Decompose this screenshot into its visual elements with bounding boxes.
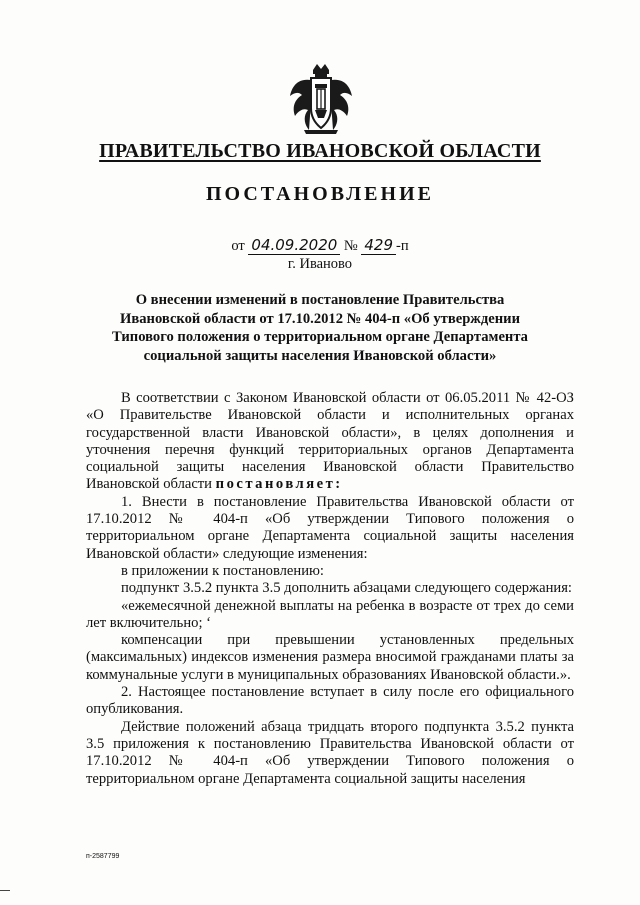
document-body [86,390,574,788]
body-paragraph: Действие положений абзаца тридцать второго подпункта 3.5.2 пункта 3.5 приложения к постановлению Правительства Ивановской области от 17.10.2012 № 404-п «Об утверждении Типового положения о территориальном органе Департамента социальной защиты населения [86,718,574,787]
body-paragraph: 2. Настоящее постановление вступает в силу после его официального опубликования. [86,684,574,718]
number-label: № [343,238,358,254]
body-paragraph [86,390,574,494]
number-suffix: -п [396,238,409,254]
subject-line: О внесении изменений в постановление Правительства [135,292,505,308]
date-prefix: от [231,238,245,254]
handwritten-number: 429 [361,236,396,255]
document-code: п-2587799 [86,853,120,860]
subject-line: Ивановской области от 17.10.2012 № 404-п «Об утверждении [120,310,520,327]
document-type-heading: ПОСТАНОВЛЕНИЕ [206,183,434,205]
subject-line: Типового положения о территориальном органе Департамента [112,329,528,345]
body-paragraph: «ежемесячной денежной выплаты на ребенка в возрасте от трех до семи лет включительно; ‘ [86,597,574,631]
scan-corner-mark [0,890,10,891]
body-paragraph: подпункт 3.5.2 пункта 3.5 дополнить абзацами следующего содержания: [121,580,572,597]
handwritten-date: 04.09.2020 [248,236,340,255]
paragraph-text: В соответствии с Законом Ивановской области от 06.05.2011 № 42-ОЗ «О Правительстве Ивановской области и исполнительных органах государственной власти Ивановской области», в целях дополнения и уточнения перечня функций территориальных органов Департамента социальной защиты населения Ивановской области Правительство Ивановской области [86,390,574,493]
body-paragraph: компенсации при превышении установленных предельных (максимальных) индексов изменения размера вносимой гражданами платы за коммунальные услуги в муниципальных образованиях Ивановской области.». [86,632,574,683]
resolves-keyword: постановляет: [215,476,343,493]
city-line: г. Иваново [287,256,353,272]
body-paragraph: в приложении к постановлению: [121,562,324,579]
date-number-line [0,236,640,255]
body-paragraph: 1. Внести в постановление Правительства Ивановской области от 17.10.2012 № 404-п «Об утверждении Типового положения о территориальном органе Департамента социальной защиты населения Ивановской области» следующие изменения: [86,493,574,562]
document-subject [100,291,540,365]
coat-of-arms-icon [286,62,356,136]
government-title: ПРАВИТЕЛЬСТВО ИВАНОВСКОЙ ОБЛАСТИ [99,140,541,162]
subject-line: социальной защиты населения Ивановской области» [143,347,497,364]
